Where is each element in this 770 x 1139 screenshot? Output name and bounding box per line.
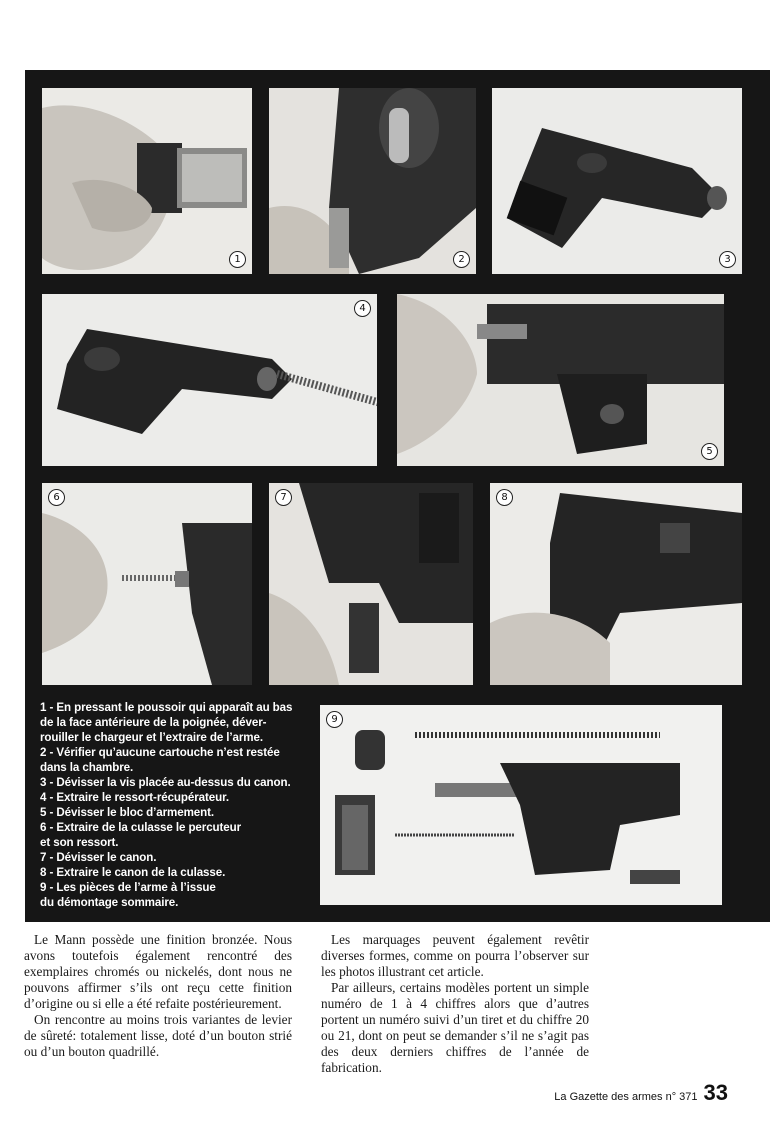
caption-line: 5 - Dévisser le bloc d’armement. — [40, 806, 215, 819]
photo-number-8: 8 — [496, 489, 513, 506]
article-paragraph: On rencontre au moins trois variantes de levier de sûreté: totalement lisse, doté d’un bouton strié ou d’un bouton quadrillé. — [24, 1012, 292, 1059]
caption-line: 2 - Vérifier qu’aucune cartouche n’est restée — [40, 746, 280, 759]
caption-line: dans la chambre. — [40, 761, 134, 774]
photo-step-1-image — [42, 88, 252, 274]
photo-step-4 — [42, 294, 377, 466]
photo-number-7: 7 — [275, 489, 292, 506]
page-number: 33 — [703, 1080, 728, 1105]
caption-line: 8 - Extraire le canon de la culasse. — [40, 866, 226, 879]
caption-line: rouiller le chargeur et l’extraire de l’arme. — [40, 731, 263, 744]
photo-step-7 — [269, 483, 473, 685]
photo-number-6: 6 — [48, 489, 65, 506]
photo-number-1: 1 — [229, 251, 246, 268]
photo-step-5 — [397, 294, 724, 466]
photo-number-4: 4 — [354, 300, 371, 317]
article-paragraph: Les marquages peuvent également revêtir diverses formes, comme on pourra l’observer sur les photos illustrant cet article. — [321, 932, 589, 979]
photo-number-5: 5 — [701, 443, 718, 460]
photo-number-9: 9 — [326, 711, 343, 728]
caption-line: de la face antérieure de la poignée, déver- — [40, 716, 267, 729]
caption-line: 6 - Extraire de la culasse le percuteur — [40, 821, 242, 834]
page-footer — [554, 1080, 728, 1110]
photo-step-5-image — [397, 294, 724, 466]
publication-name: La Gazette des armes n° 371 — [554, 1091, 698, 1103]
caption-line: et son ressort. — [40, 836, 119, 849]
caption-line: 7 - Dévisser le canon. — [40, 851, 157, 864]
photo-step-4-image — [42, 294, 377, 466]
photo-step-3-image — [492, 88, 742, 274]
caption-line: 9 - Les pièces de l’arme à l’issue — [40, 881, 216, 894]
caption-line: du démontage sommaire. — [40, 896, 179, 909]
photo-step-1 — [42, 88, 252, 274]
photo-step-7-image — [269, 483, 473, 685]
photo-step-8-image — [490, 483, 742, 685]
article-column-2 — [321, 932, 589, 1076]
article-paragraph: Par ailleurs, certains modèles portent un simple numéro de 1 à 4 chiffres alors que d’autres portent un numéro suivi d’un tiret et du chiffre 20 ou 21, dont on peut se demander s’il ne s’agit pas des deux derniers chiffres de l’année de fabrication. — [321, 980, 589, 1075]
photo-step-2 — [269, 88, 476, 274]
photo-step-6-image — [42, 483, 252, 685]
photo-step-3 — [492, 88, 742, 274]
caption-line: 1 - En pressant le poussoir qui apparaît au bas — [40, 701, 293, 714]
article-column-1 — [24, 932, 292, 1060]
photo-step-9-image — [320, 705, 722, 905]
article-paragraph: Le Mann possède une finition bronzée. Nous avons toutefois également rencontré des exemplaires chromés ou nickelés, dont nous ne pouvons affirmer s’ils ont reçu cette finition d’origine ou si elle a été refaite postérieurement. — [24, 932, 292, 1011]
photo-step-9 — [320, 705, 722, 905]
caption-line: 3 - Dévisser la vis placée au-dessus du canon. — [40, 776, 291, 789]
photo-captions — [40, 700, 310, 910]
photo-step-2-image — [269, 88, 476, 274]
photo-number-2: 2 — [453, 251, 470, 268]
photo-step-8 — [490, 483, 742, 685]
photo-number-3: 3 — [719, 251, 736, 268]
caption-line: 4 - Extraire le ressort-récupérateur. — [40, 791, 229, 804]
photo-step-6 — [42, 483, 252, 685]
